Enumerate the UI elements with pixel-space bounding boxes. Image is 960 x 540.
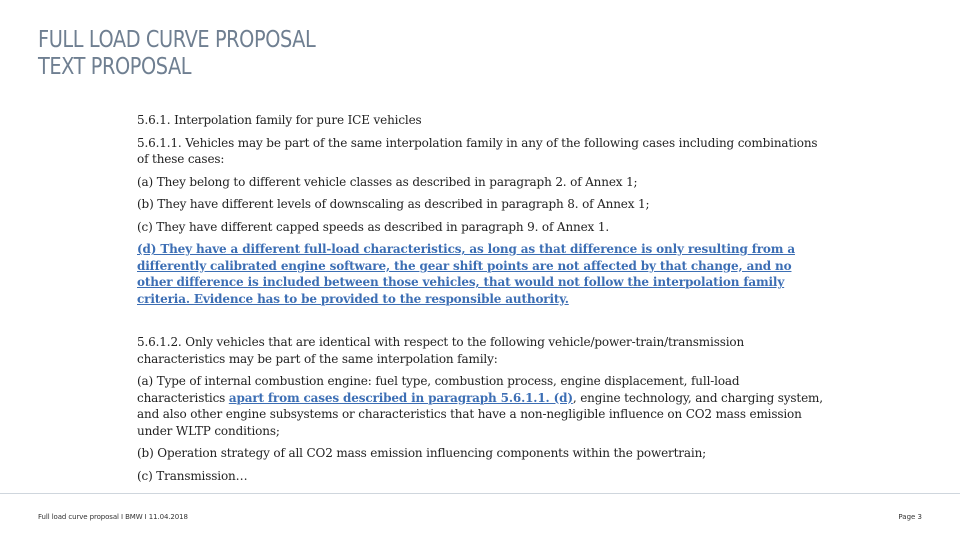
item-a-text-start: (a) Type of internal combustion engine: fuel type, combustion process, engine displacement, full-load characteristics	[137, 374, 740, 405]
item-c-capped-speeds: (c) They have different capped speeds as described in paragraph 9. of Annex 1.	[137, 219, 609, 234]
item-d-inserted-text: (d) They have a different full-load characteristics, as long as that difference is only resulting from a differently calibrated engine software, the gear shift points are not affected by that change, and no other difference is included between those vehicles, that would not follow the interpolation family criteria. Evidence has to be provided to the responsible authority.	[137, 242, 795, 306]
item-b-downscaling: (b) They have different levels of downscaling as described in paragraph 8. of Annex 1;	[137, 197, 650, 211]
title-line-2: TEXT PROPOSAL	[38, 54, 192, 80]
item-a-inserted-text: apart from cases described in paragraph 5.6.1.1. (d)	[228, 390, 573, 405]
body-text	[137, 112, 827, 484]
item-a-vehicle-classes: (a) They belong to different vehicle classes as described in paragraph 2. of Annex 1;	[137, 174, 638, 189]
footer-caption: Full load curve proposal I BMW I 11.04.2018	[38, 513, 188, 521]
slide-title	[38, 27, 315, 81]
item-a-text-end: , engine technology, and charging system, and also other engine subsystems or characteristics that have a non-negligible influence on CO2 mass emission under WLTP conditions;	[137, 390, 823, 438]
item-b-operation-strategy: (b) Operation strategy of all CO2 mass emission influencing components within the powertrain;	[137, 446, 707, 460]
title-line-1: FULL LOAD CURVE PROPOSAL	[38, 27, 316, 53]
paragraph-5-6-1-2: 5.6.1.2. Only vehicles that are identical with respect to the following vehicle/power-train/transmission characteristics may be part of the same interpolation family:	[137, 335, 745, 366]
item-a-engine-type	[137, 373, 827, 439]
paragraph-5-6-1-1: 5.6.1.1. Vehicles may be part of the same interpolation family in any of the following cases including combinations of these cases:	[137, 135, 818, 166]
paragraph-5-6-1: 5.6.1. Interpolation family for pure ICE vehicles	[137, 113, 422, 127]
item-c-transmission: (c) Transmission…	[137, 468, 248, 483]
page-number: Page 3	[898, 513, 922, 521]
footer-divider	[0, 493, 960, 494]
